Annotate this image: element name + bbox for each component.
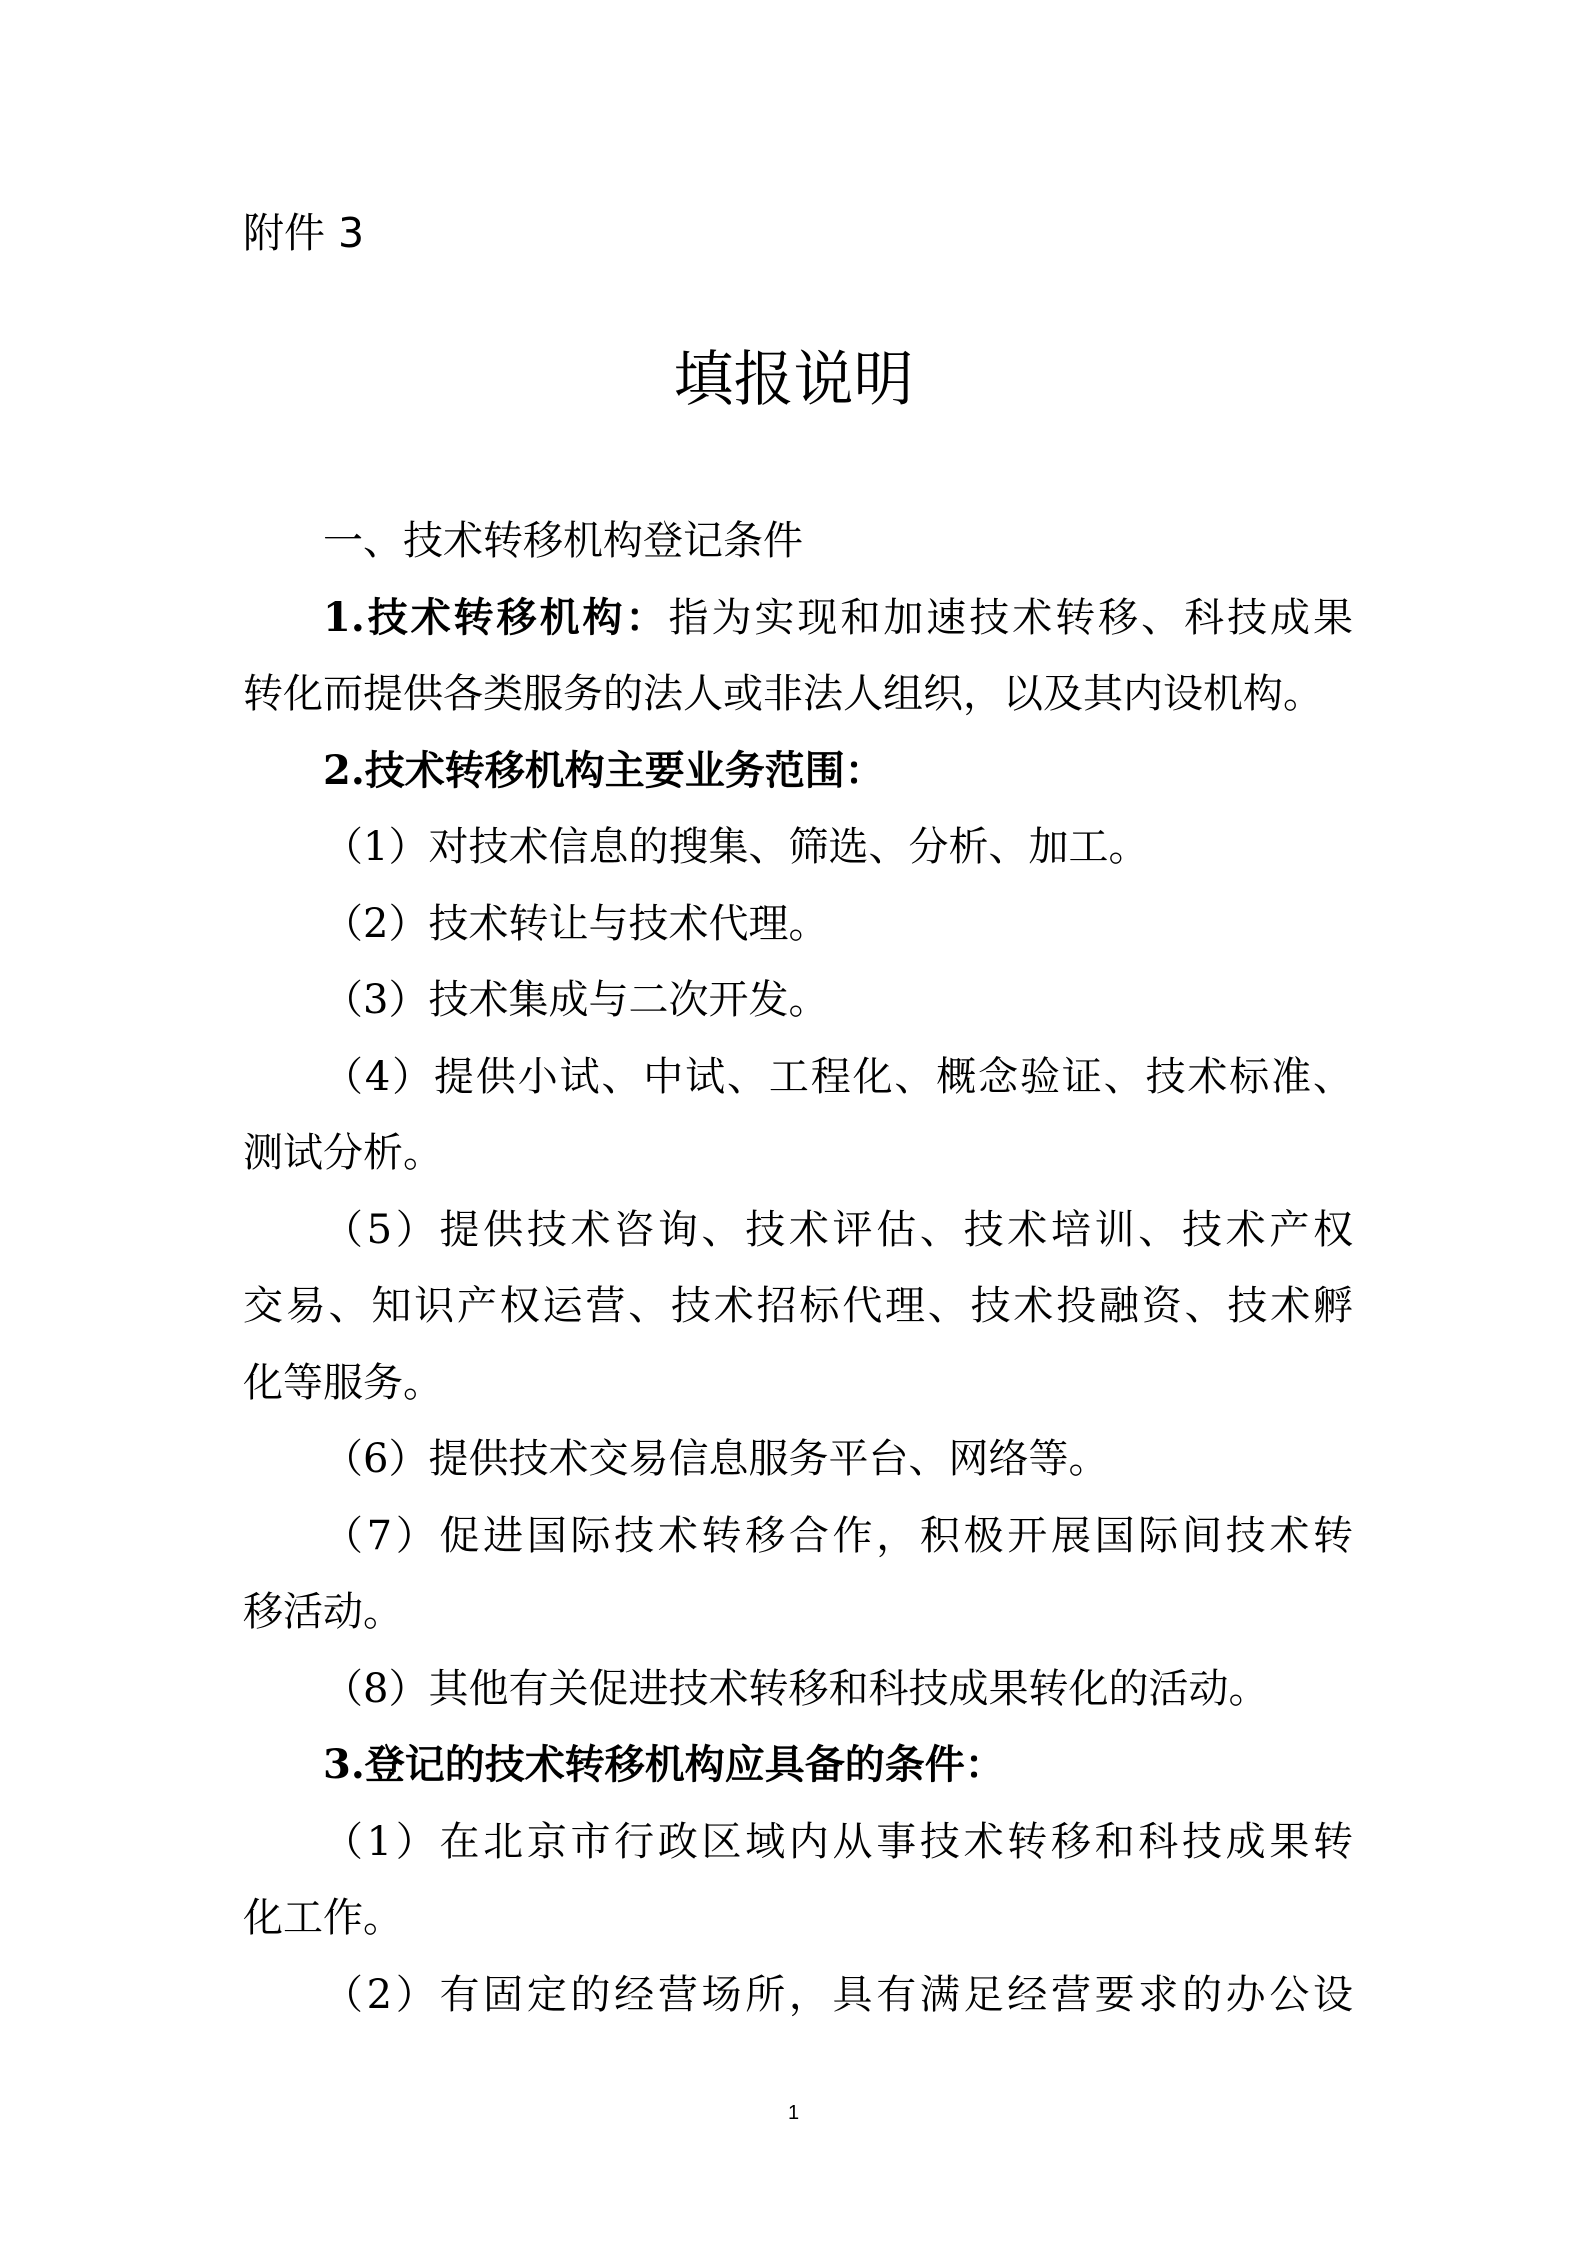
list-item-continuation: 移活动。 (243, 1589, 403, 1635)
list-item (243, 1498, 1353, 1575)
list-item (243, 1804, 1353, 1881)
section-heading: 一、技术转移机构登记条件 (323, 518, 803, 564)
list-item-continuation: 化工作。 (243, 1895, 403, 1941)
list-item-continuation (243, 1268, 1353, 1345)
list-item: （8）其他有关促进技术转移和科技成果转化的活动。 (323, 1665, 1269, 1712)
item3-heading: 3.登记的技术转移机构应具备的条件： (323, 1741, 1005, 1788)
item2-heading: 2.技术转移机构主要业务范围： (323, 746, 885, 794)
list-item: （2）技术转让与技术代理。 (323, 900, 829, 947)
paragraph-item1-line1 (243, 580, 1353, 657)
list-item-text: （7）促进国际技术转移合作，积极开展国际间技术转 (323, 1512, 1353, 1559)
list-item-continuation: 化等服务。 (243, 1359, 443, 1406)
item1-label: 1.技术转移机构： (323, 593, 669, 641)
list-item (243, 1039, 1353, 1116)
list-item-continuation: 测试分析。 (243, 1130, 443, 1176)
list-item (243, 1957, 1353, 2034)
document-body (243, 503, 1353, 2033)
attachment-label: 附件 3 (243, 209, 365, 257)
document-title: 填报说明 (673, 345, 914, 415)
list-item: （1）对技术信息的搜集、筛选、分析、加工。 (323, 824, 1149, 870)
paragraph-item1-line2: 转化而提供各类服务的法人或非法人组织，以及其内设机构。 (243, 671, 1323, 717)
list-item-text: （4）提供小试、中试、工程化、概念验证、技术标准、 (323, 1053, 1353, 1100)
list-item-text: （1）在北京市行政区域内从事技术转移和科技成果转 (323, 1818, 1353, 1865)
list-item-text: 交易、知识产权运营、技术招标代理、技术投融资、技术孵 (243, 1283, 1353, 1329)
list-item: （3）技术集成与二次开发。 (323, 977, 829, 1023)
list-item-text: （2）有固定的经营场所，具有满足经营要求的办公设 (323, 1971, 1353, 2018)
page-number: 1 (787, 2102, 800, 2124)
list-item: （6）提供技术交易信息服务平台、网络等。 (323, 1436, 1109, 1482)
list-item (243, 1192, 1353, 1269)
list-item-text: （5）提供技术咨询、技术评估、技术培训、技术产权 (323, 1206, 1353, 1253)
item1-text: 指为实现和加速技术转移、科技成果 (668, 594, 1354, 641)
